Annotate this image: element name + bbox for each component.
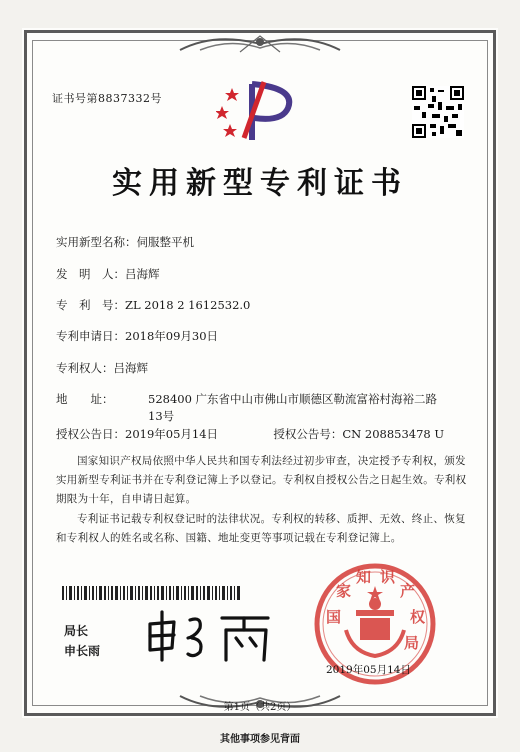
inventor-value: 吕海辉 [125, 267, 160, 281]
utility-model-name-row [56, 234, 194, 250]
patentee-value: 吕海辉 [113, 361, 148, 375]
seal-date: 2019年05月14日 [326, 664, 411, 676]
announcement-row [56, 426, 444, 442]
certificate-title: 实用新型专利证书 [112, 166, 408, 201]
svg-text:识: 识 [380, 568, 396, 586]
certificate-number: 证书号第8837332号 [52, 92, 162, 105]
announcement-number-value: CN 208853478 U [342, 427, 445, 441]
patent-number-row [56, 297, 250, 313]
address-label: 地 址： [56, 392, 114, 406]
name-value: 伺服整平机 [136, 235, 194, 249]
patent-number-value: ZL 2018 2 1612532.0 [125, 298, 251, 312]
page-number: 第1页（共2页） [223, 702, 297, 713]
svg-text:知: 知 [356, 568, 372, 586]
grant-statement-paragraph: 国家知识产权局依照中华人民共和国专利法经过初步审查，决定授予专利权，颁发实用新型专利证书并在专利登记簿上予以登记。专利权自授权公告之日起生效。专利权期限为十年，自申请日起算。 [56, 455, 467, 505]
barcode-icon [62, 586, 240, 600]
patentee-row [56, 360, 148, 376]
announcement-date-value: 2019年05月14日 [125, 427, 219, 441]
inventor-label: 发 明 人： [56, 267, 125, 281]
handwritten-signature [144, 608, 274, 664]
filing-date-row [56, 328, 218, 344]
svg-text:产: 产 [400, 582, 416, 600]
inventor-row [56, 266, 160, 282]
address-row [56, 391, 438, 427]
address-value: 528400 广东省中山市佛山市顺德区勒流富裕村海裕二路13号 [148, 392, 438, 423]
director-name: 申长雨 [64, 644, 101, 658]
patentee-label: 专利权人： [56, 361, 114, 375]
announcement-number-label: 授权公告号： [273, 427, 343, 441]
announcement-date-label: 授权公告日： [56, 427, 125, 441]
svg-text:国: 国 [326, 608, 342, 626]
name-label: 实用新型名称： [56, 235, 137, 249]
patent-office-logo-icon [216, 78, 300, 144]
director-title: 局长 [64, 624, 89, 638]
svg-text:家: 家 [336, 582, 352, 600]
qr-code-icon [412, 86, 464, 138]
filing-date-value: 2018年09月30日 [125, 329, 219, 343]
filing-date-label: 专利申请日： [56, 329, 125, 343]
footer-note: 其他事项参见背面 [220, 734, 300, 745]
patent-number-label: 专 利 号： [56, 298, 125, 312]
top-ornament-icon [170, 30, 350, 56]
legal-status-paragraph: 专利证书记载专利权登记时的法律状况。专利权的转移、质押、无效、终止、恢复和专利权人的姓名或名称、国籍、地址变更等事项记载在专利登记簿上。 [56, 513, 466, 544]
svg-text:权: 权 [410, 608, 426, 626]
svg-text:局: 局 [404, 634, 420, 652]
